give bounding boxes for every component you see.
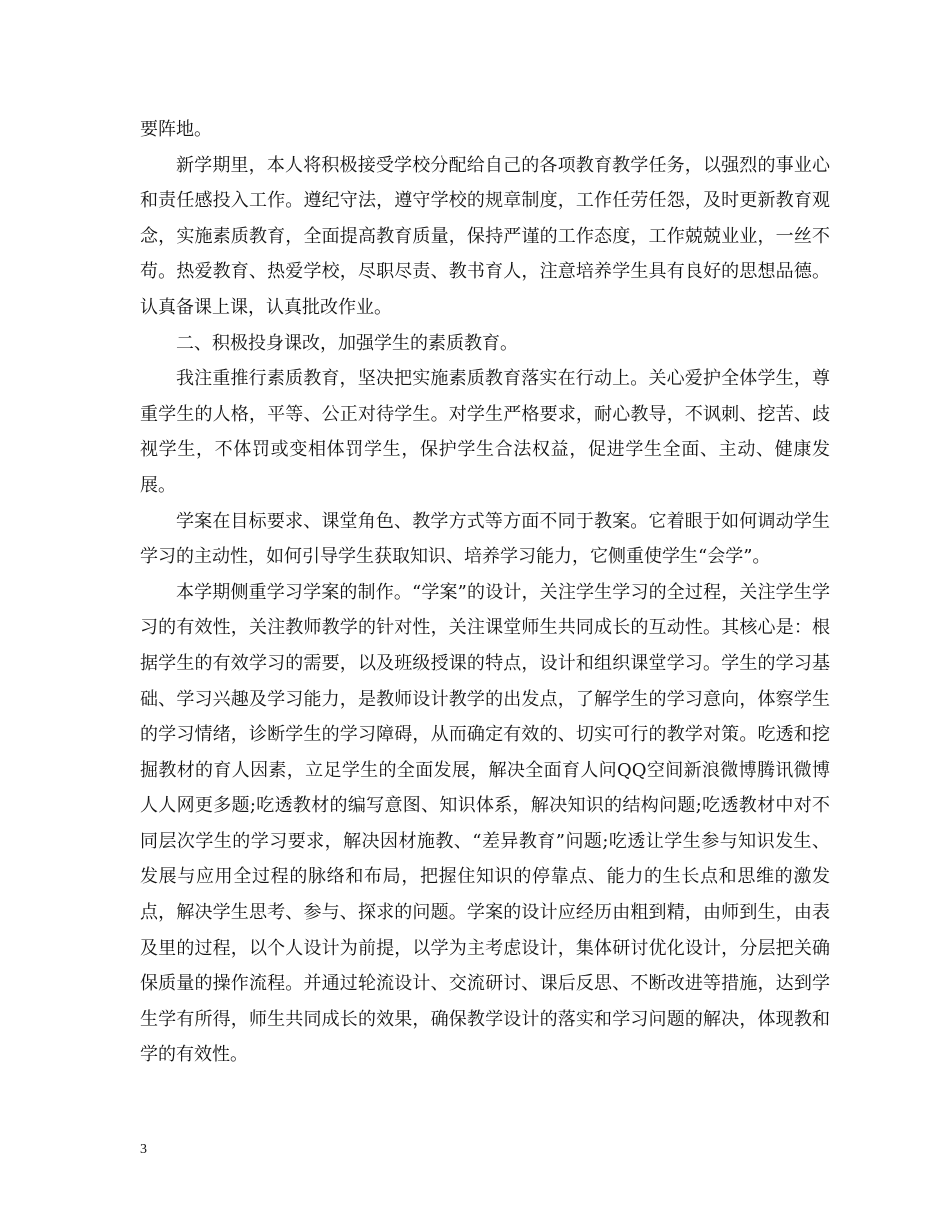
paragraph-continuation: 要阵地。 bbox=[140, 119, 212, 140]
paragraph-study-plan-design: 本学期侧重学习学案的制作。“学案”的设计，关注学生学习的全过程，关注学生学习的有效性，关注教师教学的针对性，关注课堂师生共同成长的互动性。其核心是：根据学生的有效学习的需要，以及班级授课的特点，设计和组织课堂学习。学生的学习基础、学习兴趣及学习能力，是教师设计教学的出发点，了解学生的学习意向，体察学生的学习情绪，诊断学生的学习障碍，从而确定有效的、切实可行的教学对策。吃透和挖掘教材的育人因素，立足学生的全面发展，解决全面育人问QQ空间新浪微博腾讯微博人人网更多题;吃透教材的编写意图、知识体系，解决知识的结构问题;吃透教材中对不同层次学生的学习要求，解决因材施教、“差异教育”问题;吃透让学生参与知识发生、发展与应用全过程的脉络和布局，把握住知识的停靠点、能力的生长点和思维的激发点，解决学生思考、参与、探求的问题。学案的设计应经历由粗到精，由师到生，由表及里的过程，以个人设计为前提，以学为主考虑设计，集体研讨优化设计，分层把关确保质量的操作流程。并通过轮流设计、交流研讨、课后反思、不断改进等措施，达到学生学有所得，师生共同成长的效果，确保教学设计的落实和学习问题的解决，体现教和学的有效性。 bbox=[140, 581, 830, 1066]
paragraph-new-semester: 新学期里，本人将积极接受学校分配给自己的各项教育教学任务，以强烈的事业心和责任感投入工作。遵纪守法，遵守学校的规章制度，工作任劳任怨，及时更新教育观念，实施素质教育，全面提高教育质量，保持严谨的工作态度，工作兢兢业业，一丝不苟。热爱教育、热爱学校，尽职尽责、教书育人，注意培养学生具有良好的思想品德。认真备课上课，认真批改作业。 bbox=[140, 154, 830, 318]
paragraph-quality-education: 我注重推行素质教育，坚决把实施素质教育落实在行动上。关心爱护全体学生，尊重学生的人格，平等、公正对待学生。对学生严格要求，耐心教导，不讽刺、挖苦、歧视学生，不体罚或变相体罚学生，保护学生合法权益，促进学生全面、主动、健康发展。 bbox=[140, 368, 830, 496]
page-number: 3 bbox=[140, 1142, 147, 1157]
section-heading-curriculum-reform: 二、积极投身课改，加强学生的素质教育。 bbox=[176, 332, 518, 354]
document-body bbox=[140, 112, 830, 1073]
paragraph-study-plan: 学案在目标要求、课堂角色、教学方式等方面不同于教案。它着眼于如何调动学生学习的主动性，如何引导学生获取知识、培养学习能力，它侧重使学生“会学”。 bbox=[140, 510, 830, 568]
